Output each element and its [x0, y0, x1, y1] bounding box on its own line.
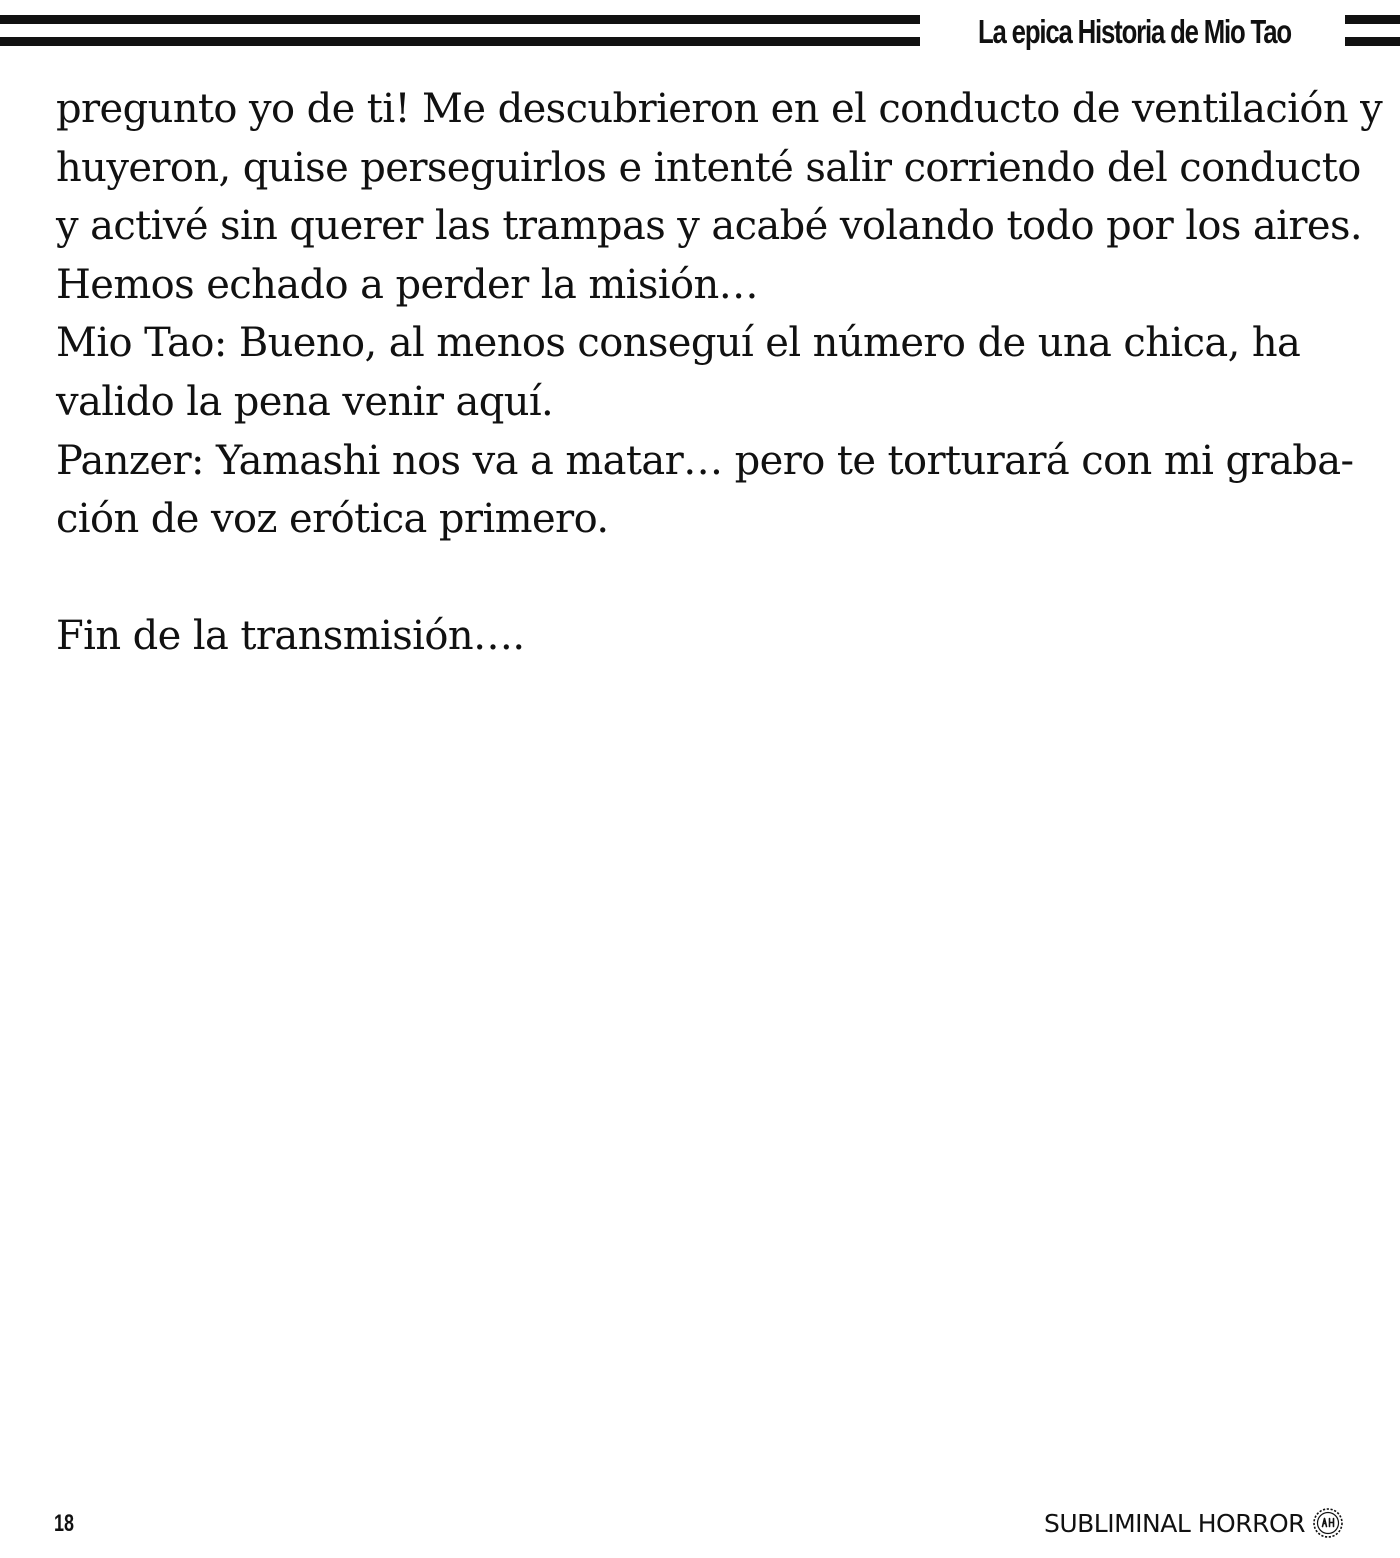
header-rule-right-bottom [1345, 37, 1400, 46]
footer-brand: SUBLIMINAL HORROR [1043, 1509, 1305, 1538]
body-text [56, 80, 1383, 666]
subliminal-horror-logo-icon [1312, 1507, 1344, 1539]
body-line: valido la pena venir aquí. [56, 378, 554, 425]
body-line: ción de voz erótica primero. [56, 496, 609, 543]
body-line: Panzer: Yamashi nos va a matar… pero te torturará con mi graba- [56, 437, 1354, 484]
body-line: huyeron, quise perseguirlos e intenté salir corriendo del conducto [56, 144, 1361, 191]
body-line: pregunto yo de ti! Me descubrieron en el conducto de ventilación y [56, 86, 1383, 132]
running-header-title: La epica Historia de Mio Tao [978, 13, 1291, 50]
header-rule-left-top [0, 15, 920, 24]
body-line: Mio Tao: Bueno, al menos conseguí el número de una chica, ha [56, 320, 1301, 367]
closing-line: Fin de la transmisión…. [56, 613, 525, 660]
header-rule-left-bottom [0, 37, 920, 46]
paragraph-spacer [56, 549, 1356, 608]
page-number: 18 [54, 1510, 75, 1537]
header-rule-right-top [1345, 15, 1400, 24]
body-line: y activé sin querer las trampas y acabé volando todo por los aires. [56, 203, 1362, 250]
body-line: Hemos echado a perder la misión… [56, 261, 759, 308]
